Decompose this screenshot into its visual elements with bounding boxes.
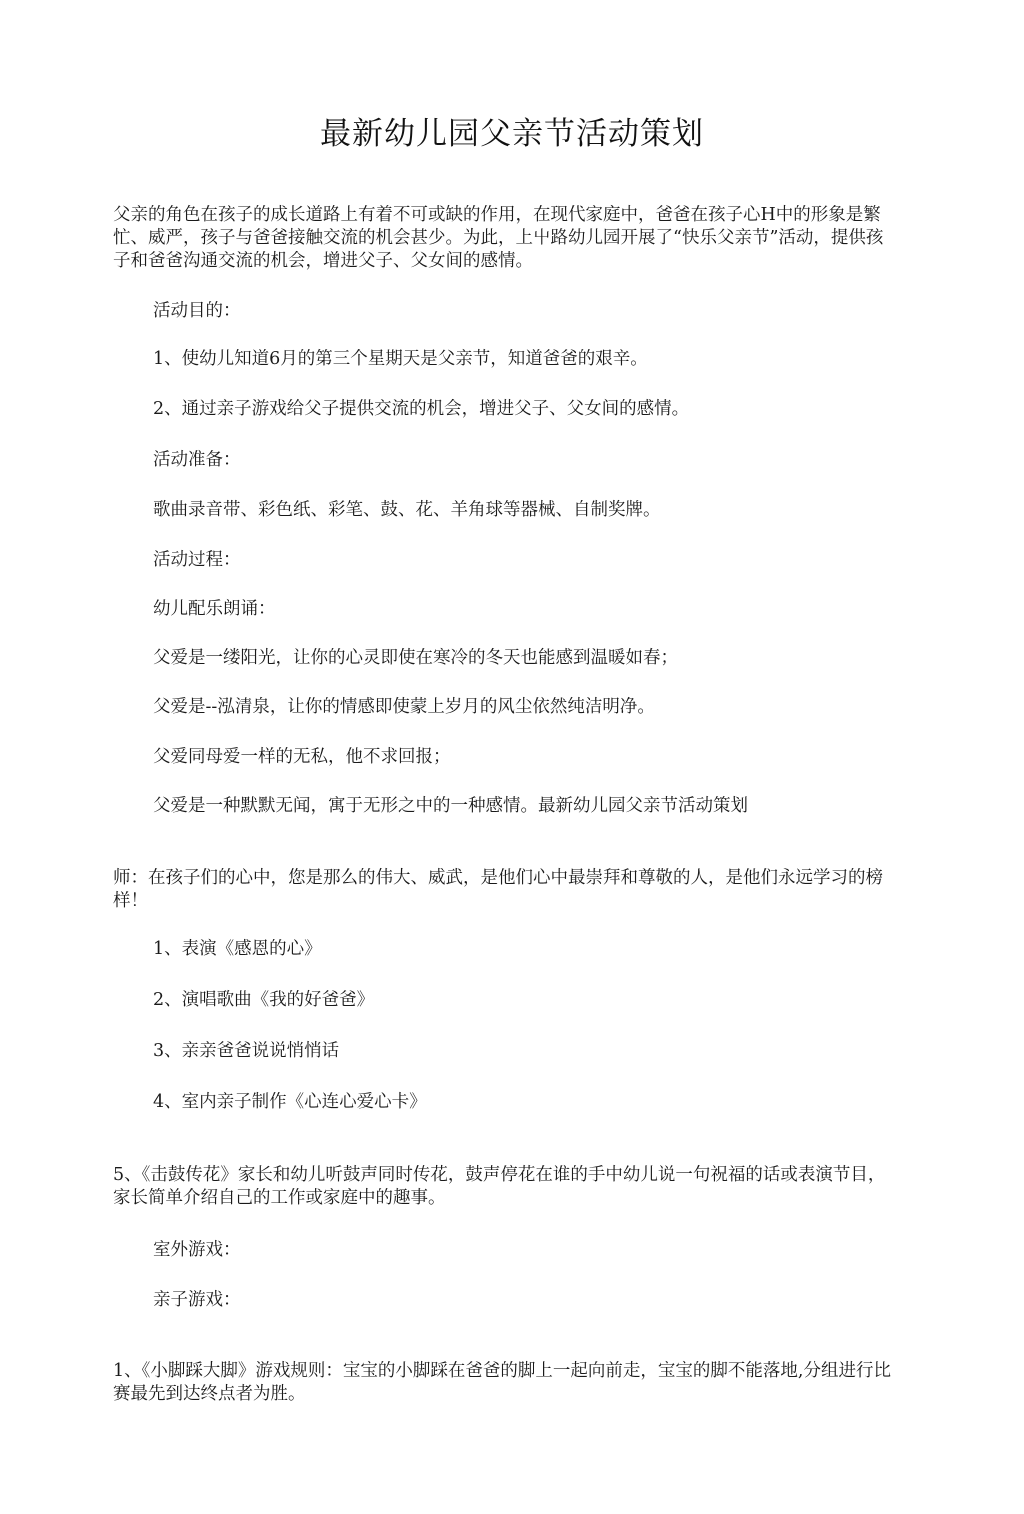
activity-item-4: 4、室内亲子制作《心连心爱心卡》 bbox=[153, 1092, 427, 1112]
activity-item-1: 1、表演《感恩的心》 bbox=[153, 939, 322, 959]
poem-line-4: 父爱是一种默默无闻，寓于无形之中的一种感情。最新幼儿园父亲节活动策划 bbox=[153, 796, 748, 816]
activity-item-3: 3、亲亲爸爸说说悄悄话 bbox=[153, 1041, 340, 1061]
goal-item-2: 2、通过亲子游戏给父子提供交流的机会，增进父子、父女间的感情。 bbox=[153, 399, 690, 419]
intro-paragraph: 父亲的角色在孩子的成长道路上有着不可或缺的作用，在现代家庭中，爸爸在孩子心H中的形象是繁忙、威严，孩子与爸爸接触交流的机会甚少。为此，上屮路幼儿园开展了“快乐父亲节”活动，提供孩子和爸爸沟通交流的机会，增进父子、父女间的感情。 bbox=[113, 205, 884, 271]
game-item-1: 1、《小脚踩大脚》游戏规则：宝宝的小脚踩在爸爸的脚上一起向前走，宝宝的脚不能落地,分组进行比赛最先到达终点者为胜。 bbox=[113, 1361, 891, 1404]
activity-item-5: 5、《击鼓传花》家长和幼儿听鼓声同时传花，鼓声停花在谁的手中幼儿说一句祝福的话或表演节目，家长简单介绍自己的工作或家庭中的趣事。 bbox=[113, 1165, 886, 1208]
goal-item-1: 1、使幼儿知道6月的第三个星期天是父亲节，知道爸爸的艰辛。 bbox=[153, 349, 648, 369]
document-title: 最新幼儿园父亲节活动策划 bbox=[320, 116, 704, 152]
poem-line-1: 父爱是一缕阳光，让你的心灵即使在寒冷的冬天也能感到温暖如春； bbox=[153, 648, 678, 668]
outdoor-heading: 室外游戏： bbox=[153, 1240, 241, 1260]
poem-line-2: 父爱是--泓清泉，让你的情感即使蒙上岁月的风尘依然纯洁明净。 bbox=[153, 697, 655, 717]
activity-item-2: 2、演唱歌曲《我的好爸爸》 bbox=[153, 990, 375, 1010]
parent-game-heading: 亲子游戏： bbox=[153, 1290, 241, 1310]
prep-heading: 活动准备： bbox=[153, 450, 241, 470]
prep-items: 歌曲录音带、彩色纸、彩笔、鼓、花、羊角球等器械、自制奖牌。 bbox=[153, 500, 661, 520]
goal-heading: 活动目的： bbox=[153, 301, 241, 321]
process-heading: 活动过程： bbox=[153, 550, 241, 570]
teacher-paragraph: 师：在孩子们的心中，您是那么的伟大、威武，是他们心中最崇拜和尊敬的人，是他们永远学习的榜样！ bbox=[113, 868, 883, 911]
recite-heading: 幼儿配乐朗诵： bbox=[153, 599, 276, 619]
poem-line-3: 父爱同母爱一样的无私，他不求回报； bbox=[153, 747, 451, 767]
